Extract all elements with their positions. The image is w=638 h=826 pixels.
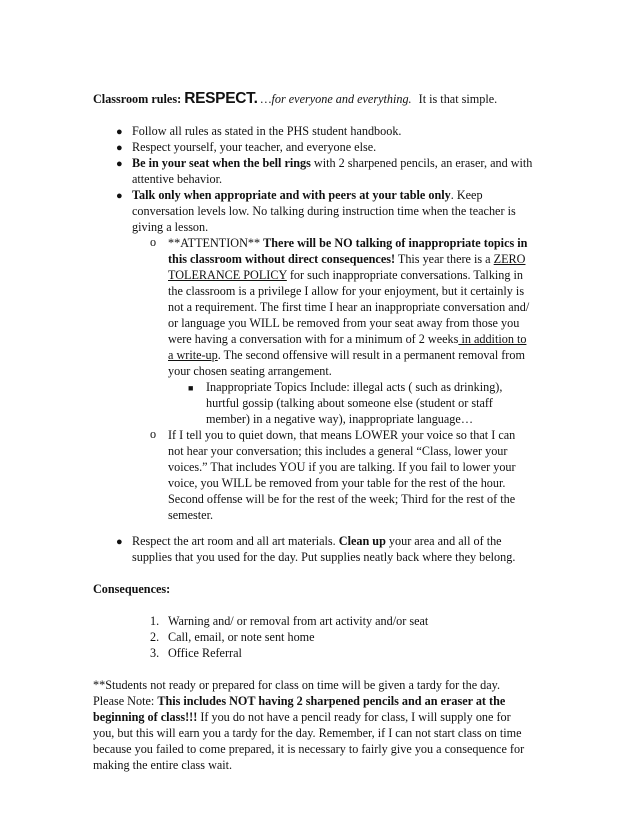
quiet-line-4: voice, you WILL be removed from your table for the rest of the hour. xyxy=(168,476,506,490)
zero-text: ZERO xyxy=(493,252,526,266)
quiet-line-3: voices.” That includes YOU if you are talking. If you fail to lower your xyxy=(168,460,516,474)
quiet-line-5: Second offense will be for the rest of the week; Third for the rest of the xyxy=(168,492,516,506)
note-line-4: you, but this will earn you a tardy for the day. Remember, if I can not start class on time xyxy=(93,726,522,740)
note-line-6: making the entire class wait. xyxy=(93,758,233,772)
consequence-item: Office Referral xyxy=(168,646,242,660)
rule-3 xyxy=(132,155,532,171)
attention-plain: **ATTENTION** xyxy=(168,236,264,250)
title-tagline: …for everyone and everything. xyxy=(260,92,412,106)
note-line-3 xyxy=(93,709,511,725)
quiet-line-6: semester. xyxy=(168,508,214,522)
rule-4-rest: . Keep xyxy=(450,188,483,202)
rule-3-rest: with 2 sharpened pencils, an eraser, and with xyxy=(310,156,533,170)
attention-line-8 xyxy=(168,347,525,363)
attention-line-4: the classroom is a privilege I allow for your enjoyment, but it certainly is xyxy=(168,284,525,298)
note-line-1: **Students not ready or prepared for class on time will be given a tardy for the day. xyxy=(93,678,501,692)
attention-line-6: or language you WILL be removed from your seat away from those you xyxy=(168,316,520,330)
note-l2-bold: This includes NOT having 2 sharpened pencils and an eraser at the xyxy=(157,694,506,708)
rule-5 xyxy=(132,533,502,549)
bullet-marker: ● xyxy=(116,126,123,138)
list-number: 2. xyxy=(150,630,160,644)
circle-marker: o xyxy=(150,235,157,249)
rule-3-line-2: attentive behavior. xyxy=(132,172,223,186)
topics-line-2: hurtful gossip (talking about someone else (student or staff xyxy=(206,396,493,410)
quiet-line-1: If I tell you to quiet down, that means LOWER your voice so that I can xyxy=(168,428,516,442)
consequences-heading: Consequences: xyxy=(93,582,171,596)
attention-l3-rest: for such inappropriate conversations. Talking in xyxy=(286,268,524,282)
title-closing: It is that simple. xyxy=(418,92,498,106)
attention-line-3 xyxy=(168,267,523,283)
write-up-text: a write-up xyxy=(168,348,218,362)
rule-2: Respect yourself, your teacher, and everyone else. xyxy=(132,140,377,154)
attention-line-1 xyxy=(168,235,527,251)
attention-l7-underline: in addition to xyxy=(458,332,527,346)
attention-line-5: not a requirement. The first time I hear an inappropriate conversation and/ xyxy=(168,300,530,314)
rule-4-line-2: conversation levels low. No talking during instruction time when the teacher is xyxy=(132,204,516,218)
consequence-item: Call, email, or note sent home xyxy=(168,630,315,644)
topics-line-3: member) in a negative way), inappropriate language… xyxy=(206,412,474,426)
circle-marker: o xyxy=(150,427,157,441)
rule-4 xyxy=(132,187,483,203)
note-l2-plain: Please Note: xyxy=(93,694,158,708)
bullet-marker: ● xyxy=(116,190,123,202)
rule-5-plain: Respect the art room and all art materials. xyxy=(132,534,339,548)
note-line-2 xyxy=(93,693,505,709)
list-number: 1. xyxy=(150,614,160,628)
rule-1: Follow all rules as stated in the PHS student handbook. xyxy=(132,124,402,138)
tolerance-policy-text: TOLERANCE POLICY xyxy=(168,268,287,282)
attention-bold-2: this classroom without direct consequences! xyxy=(168,252,396,266)
rule-5-line-2: supplies that you used for the day. Put supplies neatly back where they belong. xyxy=(132,550,516,564)
rule-5-rest: your area and all of the xyxy=(385,534,502,548)
attention-l2-rest: This year there is a xyxy=(395,252,494,266)
rule-4-line-3: giving a lesson. xyxy=(132,220,209,234)
bullet-marker: ● xyxy=(116,158,123,170)
quiet-line-2: not hear your conversation; this includes a general “Class, lower your xyxy=(168,444,508,458)
rule-4-bold: Talk only when appropriate and with peers at your table only xyxy=(132,188,451,202)
attention-line-9: your chosen seating arrangement. xyxy=(168,364,332,378)
note-l3-bold: beginning of class!!! xyxy=(93,710,198,724)
attention-line-2 xyxy=(168,251,525,267)
title-label: Classroom rules: xyxy=(93,92,182,106)
note-line-5: because you failed to come prepared, it is necessary to fairly give you a consequence for xyxy=(93,742,525,756)
rule-3-bold: Be in your seat when the bell rings xyxy=(132,156,311,170)
bullet-marker: ● xyxy=(116,536,123,548)
title-line xyxy=(93,91,497,107)
note-l3-rest: If you do not have a pencil ready for class, I will supply one for xyxy=(197,710,511,724)
attention-l7-plain: were having a conversation with for a minimum of 2 weeks xyxy=(168,332,459,346)
attention-line-7 xyxy=(168,331,526,347)
list-number: 3. xyxy=(150,646,160,660)
attention-bold-1: There will be NO talking of inappropriate topics in xyxy=(263,236,528,250)
square-marker: ■ xyxy=(188,383,194,393)
attention-l8-rest: . The second offensive will result in a permanent removal from xyxy=(217,348,525,362)
rule-5-bold: Clean up xyxy=(338,534,386,548)
topics-line-1: Inappropriate Topics Include: illegal acts ( such as drinking), xyxy=(206,380,503,394)
consequence-item: Warning and/ or removal from art activity and/or seat xyxy=(168,614,429,628)
title-keyword: RESPECT. xyxy=(184,90,258,107)
bullet-marker: ● xyxy=(116,142,123,154)
